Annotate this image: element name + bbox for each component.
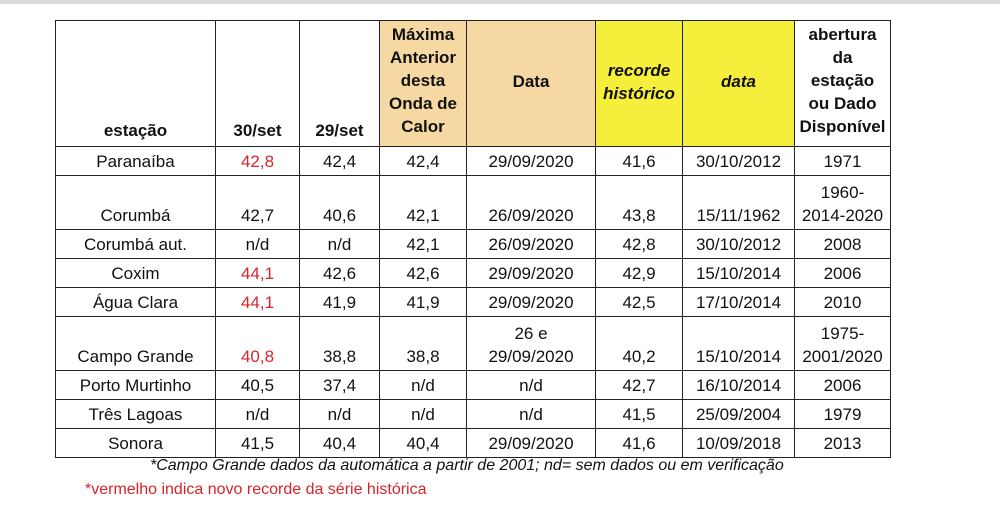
cell-data-line: 29/09/2020 — [488, 264, 574, 283]
cell-29set: 42,4 — [300, 147, 380, 176]
cell-estacao: Corumbá aut. — [56, 230, 216, 259]
header-line: Onda de — [388, 94, 457, 113]
cell-estacao: Campo Grande — [56, 317, 216, 371]
cell-data-line: 26/09/2020 — [488, 235, 574, 254]
cell-maxima-anterior: 42,4 — [380, 147, 467, 176]
footnote-red-legend: *vermelho indica novo recorde da série histórica — [85, 481, 427, 498]
cell-recorde: 41,6 — [596, 429, 683, 458]
table-row — [56, 147, 891, 176]
table-row — [56, 176, 891, 230]
cell-data-recorde: 15/10/2014 — [683, 317, 795, 371]
cell-30set: 44,1 — [216, 288, 300, 317]
cell-data-line: 29/09/2020 — [488, 293, 574, 312]
cell-abertura-line: 1979 — [823, 405, 862, 424]
cell-30set: 42,8 — [216, 147, 300, 176]
table-row — [56, 230, 891, 259]
header-recorde-historico — [596, 21, 683, 147]
cell-30set: 44,1 — [216, 259, 300, 288]
table-wrapper — [55, 20, 891, 458]
cell-data-recorde: 15/11/1962 — [683, 176, 795, 230]
cell-30set: 40,8 — [216, 317, 300, 371]
cell-abertura-line: 2006 — [823, 264, 862, 283]
header-line: abertura — [808, 25, 877, 44]
cell-abertura — [795, 429, 891, 458]
cell-data-recorde: 17/10/2014 — [683, 288, 795, 317]
header-29set: 29/set — [300, 21, 380, 147]
cell-abertura-line: 1975- — [820, 324, 865, 343]
header-line: Calor — [401, 117, 445, 136]
cell-abertura-line: 1971 — [823, 152, 862, 171]
cell-maxima-anterior: n/d — [380, 371, 467, 400]
cell-data — [467, 176, 596, 230]
cell-data-line: 29/09/2020 — [488, 434, 574, 453]
table-body — [56, 147, 891, 458]
cell-maxima-anterior: 42,1 — [380, 230, 467, 259]
cell-data — [467, 429, 596, 458]
cell-data-recorde: 16/10/2014 — [683, 371, 795, 400]
cell-data — [467, 147, 596, 176]
cell-maxima-anterior: 38,8 — [380, 317, 467, 371]
cell-data-recorde: 15/10/2014 — [683, 259, 795, 288]
cell-data-line: n/d — [519, 376, 543, 395]
footnote-campo-grande: *Campo Grande dados da automática a partir de 2001; nd= sem dados ou em verificação — [150, 457, 784, 474]
cell-30set: 42,7 — [216, 176, 300, 230]
cell-30set: 41,5 — [216, 429, 300, 458]
header-line: desta — [400, 71, 446, 90]
cell-estacao: Porto Murtinho — [56, 371, 216, 400]
table-row — [56, 429, 891, 458]
cell-data — [467, 259, 596, 288]
cell-estacao: Paranaíba — [56, 147, 216, 176]
cell-abertura — [795, 259, 891, 288]
header-estacao: estação — [56, 21, 216, 147]
cell-estacao: Coxim — [56, 259, 216, 288]
cell-30set: 40,5 — [216, 371, 300, 400]
cell-recorde: 42,5 — [596, 288, 683, 317]
cell-29set: 42,6 — [300, 259, 380, 288]
cell-abertura — [795, 288, 891, 317]
header-row — [56, 21, 891, 147]
header-line: Disponível — [799, 117, 886, 136]
cell-recorde: 42,8 — [596, 230, 683, 259]
table-row — [56, 317, 891, 371]
cell-data-line: 26/09/2020 — [488, 206, 574, 225]
cell-abertura — [795, 317, 891, 371]
cell-data — [467, 288, 596, 317]
header-line: histórico — [603, 83, 675, 103]
cell-data-recorde: 25/09/2004 — [683, 400, 795, 429]
cell-29set: 38,8 — [300, 317, 380, 371]
header-maxima-anterior — [380, 21, 467, 147]
cell-abertura-line: 2013 — [823, 434, 862, 453]
cell-estacao: Corumbá — [56, 176, 216, 230]
cell-abertura-line: 2006 — [823, 376, 862, 395]
header-data-recorde: data — [683, 21, 795, 147]
cell-recorde: 41,5 — [596, 400, 683, 429]
cell-estacao: Água Clara — [56, 288, 216, 317]
cell-29set: n/d — [300, 400, 380, 429]
cell-estacao: Três Lagoas — [56, 400, 216, 429]
cell-abertura — [795, 176, 891, 230]
top-divider — [0, 0, 1000, 4]
header-line: Máxima — [391, 25, 455, 44]
cell-29set: n/d — [300, 230, 380, 259]
cell-30set: n/d — [216, 400, 300, 429]
cell-29set: 40,6 — [300, 176, 380, 230]
header-line: Anterior — [389, 48, 457, 67]
cell-recorde: 43,8 — [596, 176, 683, 230]
temperature-records-table — [55, 20, 891, 458]
header-30set: 30/set — [216, 21, 300, 147]
cell-abertura-line: 2010 — [823, 293, 862, 312]
cell-data — [467, 371, 596, 400]
cell-abertura-line: 1960- — [820, 183, 865, 202]
cell-estacao: Sonora — [56, 429, 216, 458]
table-row — [56, 288, 891, 317]
cell-data-recorde: 30/10/2012 — [683, 147, 795, 176]
cell-maxima-anterior: 40,4 — [380, 429, 467, 458]
cell-recorde: 42,7 — [596, 371, 683, 400]
cell-abertura — [795, 147, 891, 176]
header-line: ou Dado — [808, 94, 877, 113]
cell-29set: 41,9 — [300, 288, 380, 317]
cell-maxima-anterior: 42,1 — [380, 176, 467, 230]
header-abertura — [795, 21, 891, 147]
header-line: recorde — [607, 60, 671, 80]
cell-data-line: 29/09/2020 — [488, 347, 574, 366]
cell-data-line: 29/09/2020 — [488, 152, 574, 171]
cell-abertura — [795, 371, 891, 400]
cell-recorde: 41,6 — [596, 147, 683, 176]
table-row — [56, 259, 891, 288]
header-line: estação — [810, 71, 875, 90]
header-data: Data — [467, 21, 596, 147]
header-line: da — [832, 48, 853, 67]
cell-maxima-anterior: 42,6 — [380, 259, 467, 288]
cell-data-line: 26 e — [514, 324, 548, 343]
cell-abertura-line: 2001/2020 — [802, 347, 883, 366]
table-row — [56, 400, 891, 429]
cell-maxima-anterior: n/d — [380, 400, 467, 429]
cell-abertura — [795, 230, 891, 259]
cell-29set: 40,4 — [300, 429, 380, 458]
cell-recorde: 42,9 — [596, 259, 683, 288]
cell-abertura-line: 2014-2020 — [801, 206, 884, 225]
cell-data-line: n/d — [519, 405, 543, 424]
cell-maxima-anterior: 41,9 — [380, 288, 467, 317]
cell-data-recorde: 10/09/2018 — [683, 429, 795, 458]
cell-abertura-line: 2008 — [823, 235, 862, 254]
cell-data — [467, 317, 596, 371]
cell-recorde: 40,2 — [596, 317, 683, 371]
cell-30set: n/d — [216, 230, 300, 259]
cell-data-recorde: 30/10/2012 — [683, 230, 795, 259]
cell-abertura — [795, 400, 891, 429]
cell-data — [467, 230, 596, 259]
cell-data — [467, 400, 596, 429]
table-row — [56, 371, 891, 400]
cell-29set: 37,4 — [300, 371, 380, 400]
